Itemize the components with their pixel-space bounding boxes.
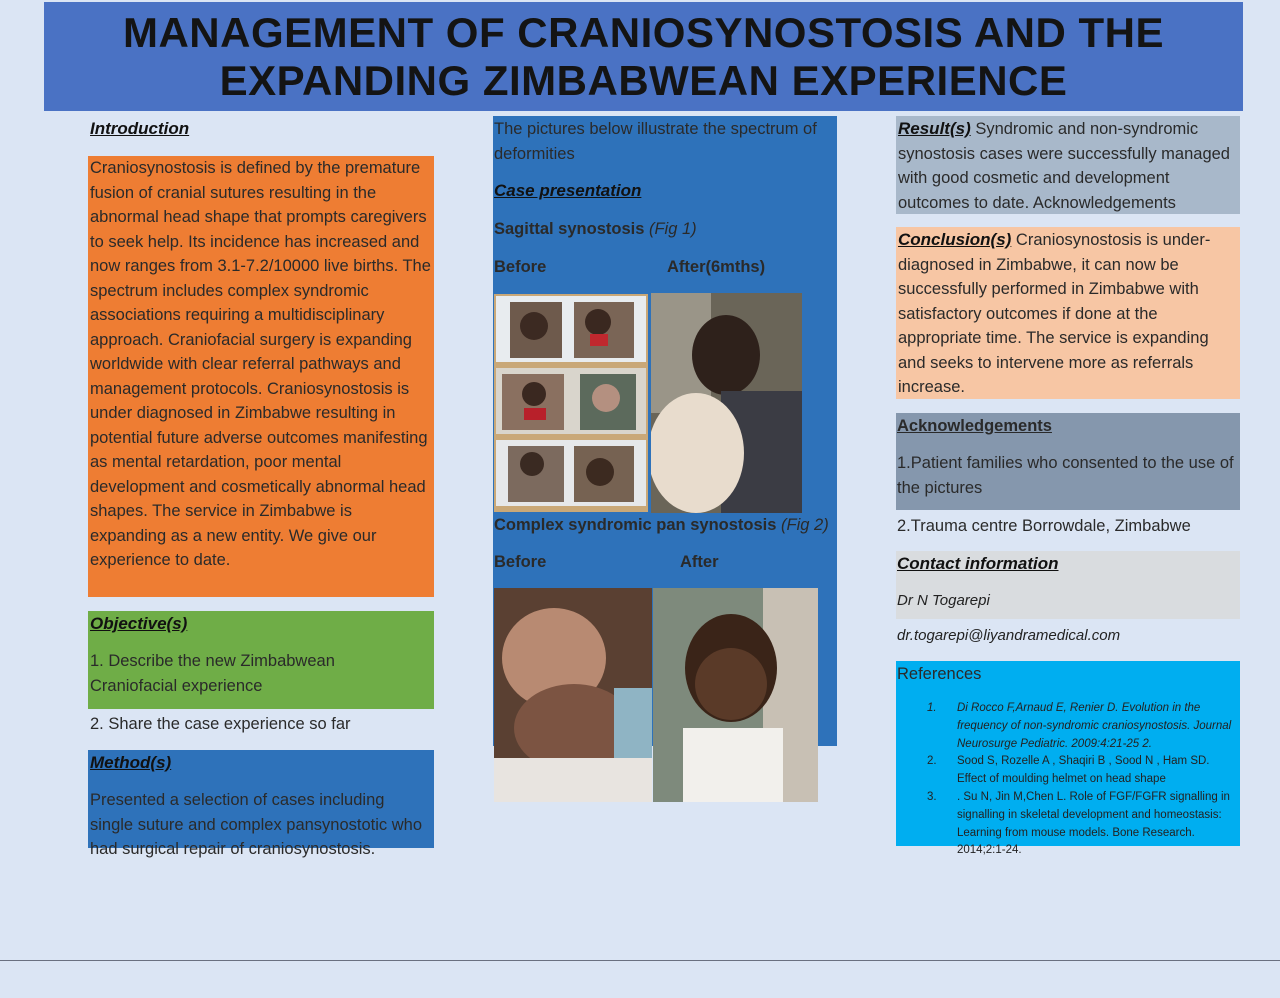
methods-text: Presented a selection of cases including single suture and complex pansynostotic who had surgical repair of craniosynostosis. (90, 791, 423, 858)
results-box (896, 116, 1240, 214)
acknowledgement-item-1: 1.Patient families who consented to the use of the pictures (897, 454, 1234, 497)
objective-item-2: 2. Share the case experience so far (90, 715, 351, 733)
conclusions-box (896, 227, 1240, 399)
reference-number: 3. (927, 790, 937, 803)
fig1-after-image (651, 293, 802, 513)
fig1-caption (494, 217, 834, 242)
acknowledgements-heading: Acknowledgements (897, 417, 1052, 435)
reference-item (897, 753, 1239, 789)
fig1-after-photo (651, 293, 802, 513)
results-text: Syndromic and non-syndromic synostosis cases were successfully managed with good cosmetic and development outcomes to date. Acknowledgements (898, 120, 1230, 212)
reference-item (897, 789, 1239, 860)
introduction-text: Craniosynostosis is defined by the premature fusion of cranial sutures resulting in the abnormal head shape that prompts caregivers to seek help. Its incidence has increased and now ranges from 3.1-7.2/10000 live births. The spectrum includes complex syndromic associations requiring a multidisciplinary approach. Craniofacial surgery is expanding worldwide with clear referral pathways and management protocols. Craniosynostosis is under diagnosed in Zimbabwe resulting in potential future adverse outcomes manifesting as mental retardation, poor mental development and cosmetically abnormal head shapes. The service in Zimbabwe is expanding as a new entity. We give our experience to date. (90, 159, 431, 569)
poster-title-line-2: EXPANDING ZIMBABWEAN EXPERIENCE (219, 56, 1068, 104)
fig1-before-photos (494, 294, 648, 512)
conclusions-heading: Conclusion(s) (898, 230, 1012, 249)
fig2-after-photo (653, 588, 818, 802)
reference-text: Di Rocco F,Arnaud E, Renier D. Evolution in the frequency of non-syndromic craniosynostosis. Journal Neurosurge Pediatric. 2009:4:21-25 2. (957, 702, 1232, 750)
objective-item-1: 1. Describe the new Zimbabwean Craniofacial experience (90, 652, 335, 695)
poster-title-line-1: MANAGEMENT OF CRANIOSYNOSTOSIS AND THE (122, 8, 1165, 56)
fig1-after-label: After(6mths) (667, 258, 766, 276)
introduction-box (88, 156, 434, 597)
bottom-divider (0, 960, 1280, 961)
conclusions-text: Craniosynostosis is under-diagnosed in Zimbabwe, it can now be successfully performed in Zimbabwe with satisfactory outcomes if done at the appropriate time. The service is expanding and seeks to intervene more as referrals increase. (898, 231, 1211, 396)
methods-heading: Method(s) (90, 753, 172, 772)
fig2-before-image (494, 588, 652, 802)
reference-text: Sood S, Rozelle A , Shaqiri B , Sood N , Ham SD. Effect of moulding helmet on head shape (957, 755, 1210, 786)
fig2-title: Complex syndromic pan synostosis (494, 516, 777, 534)
introduction-heading: Introduction (90, 119, 190, 138)
fig1-ref: (Fig 1) (648, 220, 697, 238)
reference-number: 1. (927, 702, 937, 714)
results-heading: Result(s) (898, 119, 971, 138)
fig1-before-label: Before (494, 258, 547, 276)
fig2-ref: (Fig 2) (781, 516, 829, 534)
fig1-title: Sagittal synostosis (494, 220, 645, 238)
references-heading: References (897, 665, 982, 683)
reference-text: . Su N, Jin M,Chen L. Role of FGF/FGFR signalling in signalling in skeletal development and homeostasis: Learning from mouse models. Bone Research. 2014;2:1-24. (957, 790, 1230, 857)
references-list (897, 700, 1239, 860)
contact-heading: Contact information (897, 554, 1059, 573)
title-banner (44, 2, 1243, 111)
fig2-before-photo (494, 588, 652, 802)
fig2-after-image (653, 588, 818, 802)
case-presentation-heading: Case presentation (494, 181, 642, 200)
reference-item (897, 700, 1239, 753)
objectives-heading: Objective(s) (90, 614, 188, 633)
reference-number: 2. (927, 755, 937, 768)
acknowledgement-item-2: 2.Trauma centre Borrowdale, Zimbabwe (897, 517, 1191, 535)
fig2-caption (494, 513, 836, 538)
fig1-before-grid (494, 294, 648, 512)
contact-name: Dr N Togarepi (897, 592, 990, 609)
fig2-after-label: After (680, 553, 719, 571)
case-intro-text: The pictures below illustrate the spectrum of deformities (494, 120, 817, 163)
fig2-before-label: Before (494, 553, 547, 571)
contact-email[interactable]: dr.togarepi@liyandramedical.com (897, 627, 1121, 644)
